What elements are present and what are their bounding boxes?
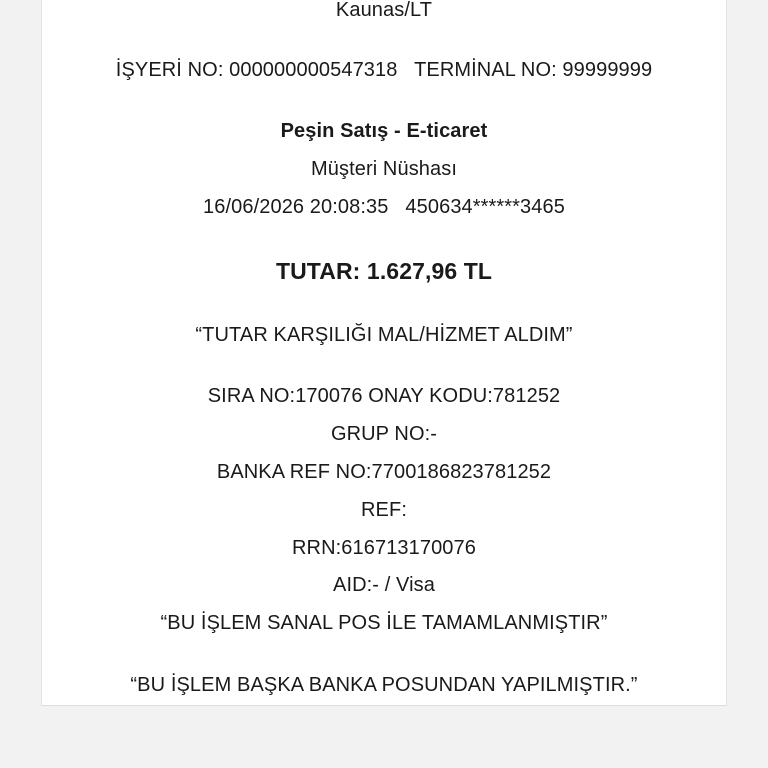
aid-card-brand: AID:- / Visa — [333, 574, 435, 596]
sequence-approval-code: SIRA NO:170076 ONAY KODU:781252 — [207, 385, 561, 407]
virtual-pos-note: “BU İŞLEM SANAL POS İLE TAMAMLANMIŞTIR” — [160, 612, 608, 634]
receipt-paper — [41, 0, 727, 706]
copy-label: Müşteri Nüshası — [311, 158, 457, 180]
group-number: GRUP NO:- — [330, 423, 438, 445]
merchant-location: Kaunas/LT — [335, 0, 433, 21]
merchant-terminal-numbers: İŞYERİ NO: 000000000547318 TERMİNAL NO: 99999999 — [115, 59, 653, 81]
bank-reference-number: BANKA REF NO:7700186823781252 — [216, 461, 552, 483]
reference: REF: — [361, 499, 407, 521]
transaction-type: Peşin Satış - E-ticaret — [280, 120, 488, 142]
acknowledgement-text: “TUTAR KARŞILIĞI MAL/HİZMET ALDIM” — [195, 324, 573, 346]
other-bank-note: “BU İŞLEM BAŞKA BANKA POSUNDAN YAPILMIŞTIR.” — [130, 674, 638, 696]
amount: TUTAR: 1.627,96 TL — [275, 258, 493, 284]
datetime-card-number: 16/06/2026 20:08:35 450634******3465 — [203, 196, 565, 218]
rrn-number: RRN:616713170076 — [292, 537, 476, 559]
